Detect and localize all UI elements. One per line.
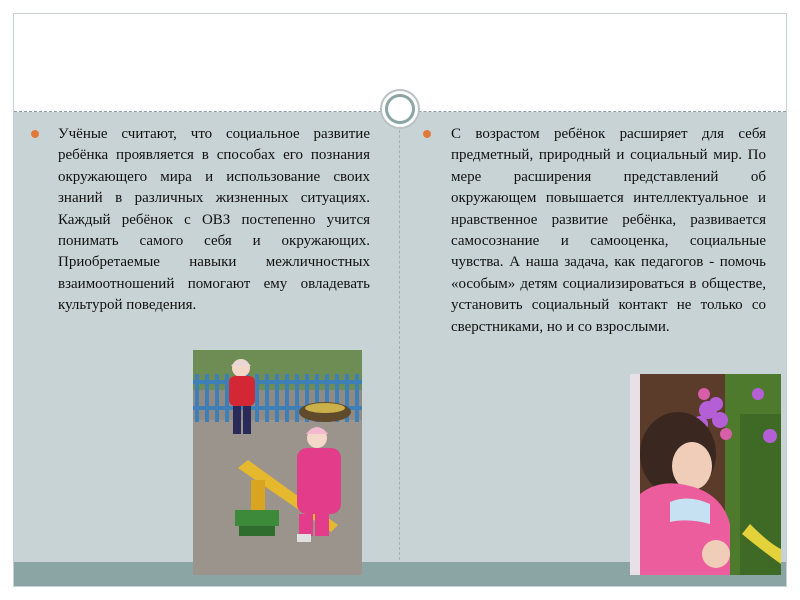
bullet-icon (423, 130, 431, 138)
decorative-ring-icon (385, 94, 415, 124)
column-divider (399, 120, 400, 560)
bullet-icon (31, 130, 39, 138)
seesaw-photo (193, 350, 362, 575)
flowers-photo (630, 374, 781, 575)
left-paragraph: Учёные считают, что социальное развитие ребёнка проявляется в способах его познания окружающего мира и использование своих знаний в различных жизненных ситуациях. Каждый ребёнок с ОВЗ постепенно учится понимать самого себя и окружающих. Приобретаемые навыки межличностных взаимоотношений помогают ему овладевать культурой поведения. (58, 126, 370, 314)
right-paragraph: С возрастом ребёнок расширяет для себя предметный, природный и социальный мир. По мере расширения представлений об окружающем повышается интеллектуальное и нравственное развитие ребёнка, развивается самосознание и самооценка, социальные чувства. А наша задача, как педагогов - помочь «особым» детям социализироваться в обществе, установить социальный контакт не только со сверстниками, но и со взрослыми. (451, 126, 766, 335)
